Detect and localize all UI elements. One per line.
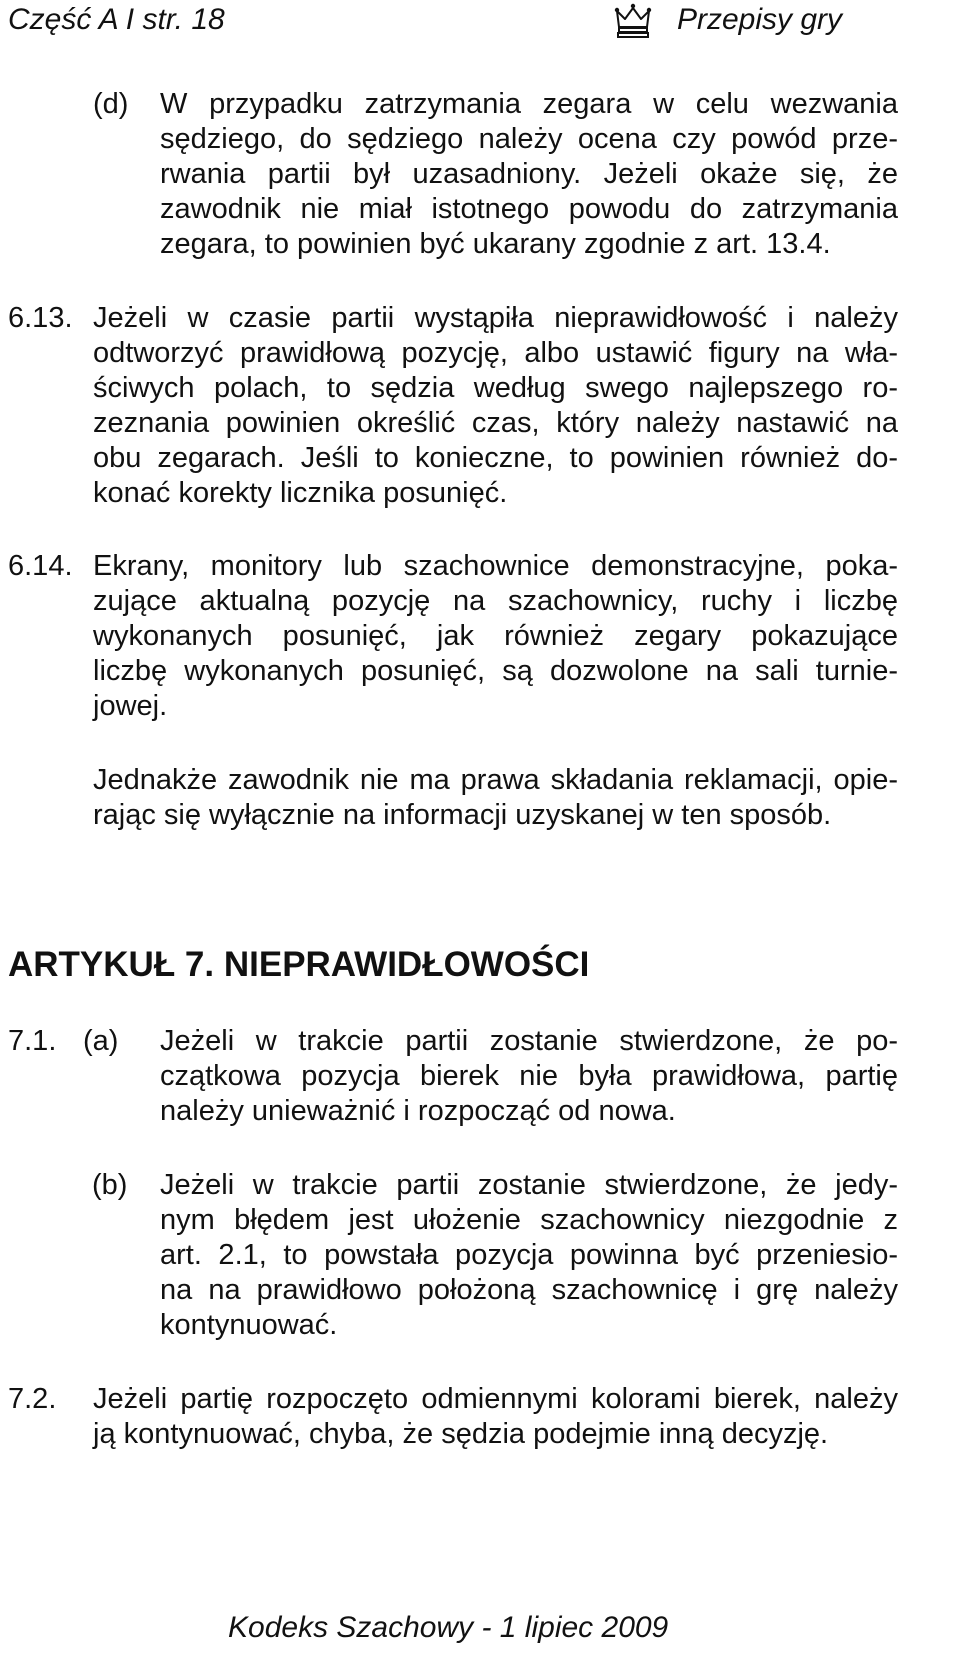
section-6-13-line: obu zegarach. Jeśli to konieczne, to powinien również do-: [93, 442, 898, 474]
section-6-13-line: konać korekty licznika posunięć.: [93, 477, 508, 509]
article-heading: ARTYKUŁ 7. NIEPRAWIDŁOWOŚCI: [8, 945, 590, 984]
section-6-13-line: zeznania powinien określić czas, który należy nastawić na: [93, 407, 898, 439]
section-7-1-a-line: Jeżeli w trakcie partii zostanie stwierdzone, że po-: [160, 1025, 898, 1057]
section-7-2-line: ją kontynuować, chyba, że sędzia podejmie inną decyzję.: [93, 1418, 829, 1450]
section-7-1-number: 7.1.: [8, 1025, 57, 1057]
section-7-1-b-line: Jeżeli w trakcie partii zostanie stwierdzone, że jedy-: [160, 1169, 898, 1201]
section-6-13-line: Jeżeli w czasie partii wystąpiła nieprawidłowość i należy: [93, 302, 898, 334]
section-6-14-line: jowej.: [93, 690, 168, 722]
section-7-1-b-line: nym błędem jest ułożenie szachownicy niezgodnie z: [160, 1204, 898, 1236]
crown-icon: [613, 0, 653, 40]
item-d-line: zawodnik nie miał istotnego powodu do zatrzymania: [160, 193, 898, 225]
section-6-13-line: ściwych polach, to sędzia według swego najlepszego ro-: [93, 372, 898, 404]
section-7-1-a-label: (a): [83, 1025, 119, 1057]
section-7-1-b-label: (b): [92, 1169, 128, 1201]
section-7-1-a-line: należy unieważnić i rozpocząć od nowa.: [160, 1095, 676, 1127]
item-d-line: W przypadku zatrzymania zegara w celu wezwania: [160, 88, 898, 120]
section-6-14-line: Ekrany, monitory lub szachownice demonstracyjne, poka-: [93, 550, 898, 582]
header-right: Przepisy gry: [677, 3, 843, 36]
section-6-14-number: 6.14.: [8, 550, 73, 582]
section-6-13-line: odtworzyć prawidłową pozycję, albo ustawić figury na wła-: [93, 337, 898, 369]
section-7-2-number: 7.2.: [8, 1383, 57, 1415]
section-6-14-paragraph2-line: rając się wyłącznie na informacji uzyskanej w ten sposób.: [93, 799, 832, 831]
item-d-line: rwania partii był uzasadniony. Jeżeli okaże się, że: [160, 158, 898, 190]
item-d-line: sędziego, do sędziego należy ocena czy powód prze-: [160, 123, 898, 155]
section-6-14-paragraph2-line: Jednakże zawodnik nie ma prawa składania reklamacji, opie-: [93, 764, 898, 796]
section-7-1-b-line: art. 2.1, to powstała pozycja powinna być przeniesio-: [160, 1239, 898, 1271]
footer: Kodeks Szachowy - 1 lipiec 2009: [228, 1611, 669, 1644]
header-left: Część A I str. 18: [8, 3, 225, 36]
item-d-line: zegara, to powinien być ukarany zgodnie z art. 13.4.: [160, 228, 831, 260]
item-d-label: (d): [93, 88, 129, 120]
section-7-2-line: Jeżeli partię rozpoczęto odmiennymi kolorami bierek, należy: [93, 1383, 898, 1415]
section-7-1-b-line: na na prawidłowo położoną szachownicę i grę należy: [160, 1274, 898, 1306]
section-6-14-line: zujące aktualną pozycję na szachownicy, ruchy i liczbę: [93, 585, 898, 617]
section-7-1-b-line: kontynuować.: [160, 1309, 338, 1341]
section-7-1-a-line: czątkowa pozycja bierek nie była prawidłowa, partię: [160, 1060, 898, 1092]
section-6-14-line: wykonanych posunięć, jak również zegary pokazujące: [93, 620, 898, 652]
section-6-13-number: 6.13.: [8, 302, 73, 334]
section-6-14-line: liczbę wykonanych posunięć, są dozwolone na sali turnie-: [93, 655, 898, 687]
